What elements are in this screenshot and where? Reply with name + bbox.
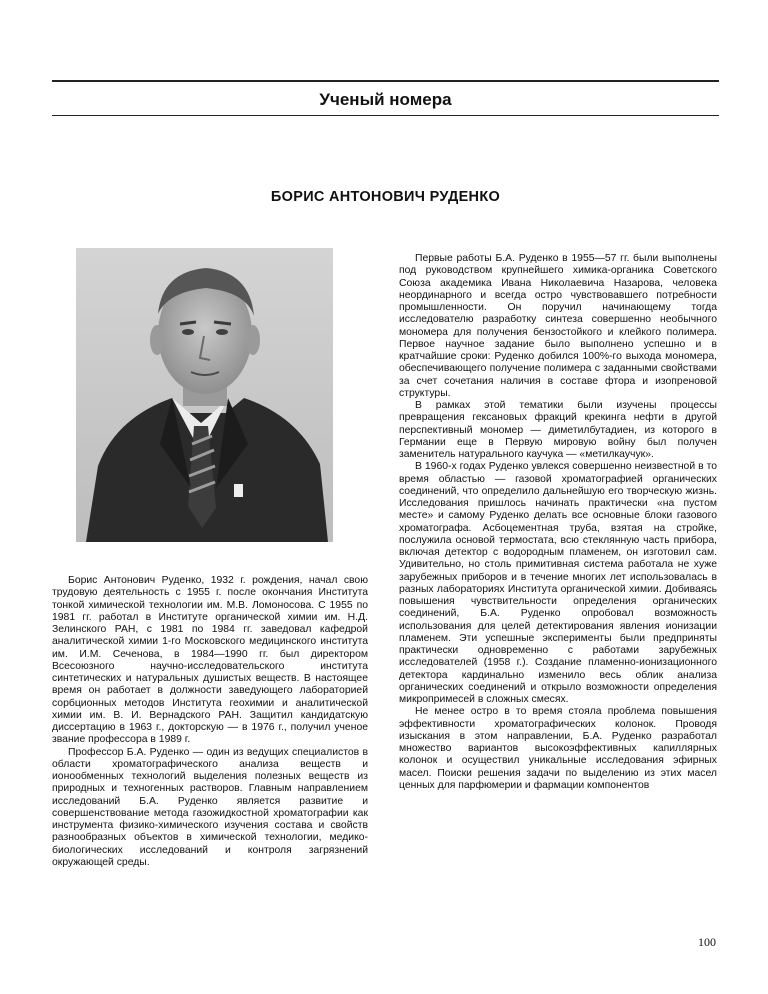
paragraph: Борис Антонович Руденко, 1932 г. рождения, начал свою трудовую деятельность с 1955 г. после окончания Института тонкой химической технологии им. М.В. Ломоносова. С 1955 по 1981 гг. работал в Институте органической химии им. Н.Д. Зелинского РАН, с 1981 по 1984 гг. заведовал кафедрой аналитической химии 1-го Московского медицинского института им. И.М. Сеченова, в 1984—1990 гг. был директором Всесоюзного научно-исследовательского института синтетических и натуральных душистых веществ. В настоящее время он работает в должности заведующего лабораторией сорбционных методов Института геохимии и аналитической химии им. В. И. Вернадского РАН. Защитил кандидатскую диссертацию в 1963 г., докторскую — в 1976 г., получил ученое звание профессора в 1989 г.: [52, 575, 368, 746]
paragraph: Профессор Б.А. Руденко — один из ведущих специалистов в области хроматографического анализа веществ и ионообменных технологий выделения полезных веществ из природных и техногенных растворов. Главным направлением исследований Б.А. Руденко является развитие и совершенствование метода газожидкостной хроматографии как инструмента физико-химического изучения состава и свойств разнообразных объектов в химической технологии, медико-биологических исследований и контроля загрязнений окружающей среды.: [52, 746, 368, 868]
top-rule: [52, 80, 719, 82]
paragraph: В рамках этой тематики были изучены процессы превращения гексановых фракций крекинга нефти в другой перспективный мономер — диметилбутадиен, из которого в Германии еще в Первую мировую войну был получен заменитель натурального каучука — «метилкаучук».: [399, 400, 717, 460]
paragraph: В 1960-х годах Руденко увлекся совершенно неизвестной в то время областью — газовой хроматографией органических соединений, что определило дальнейшую его творческую жизнь. Исследования пришлось начинать практически «на пустом месте» и самому Руденко делать все основные блоки газового хроматографа. Асбоцементная труба, взятая на стройке, послужила основой термостата, всю стеклянную часть прибора, включая детектор с водородным пламенем, он изготовил сам. Удивительно, но столь примитивная система работала не хуже зарубежных приборов и в течение многих лет использовалась в разных лабораториях Института органической химии. Добиваясь повышения чувствительности определения органических соединений, Б.А. Руденко опробовал возможность использования для целей детектирования явления ионизации пламенем. Эти успешные эксперименты были предприняты практически одновременно с работами зарубежных исследователей (1958 г.). Создание пламенно-ионизационного детектора кардинально изменило весь облик анализа органических соединений и открыло возможности определения микропримесей в сложных смесях.: [399, 461, 717, 705]
title-underline: [52, 115, 719, 116]
article-title: БОРИС АНТОНОВИЧ РУДЕНКО: [270, 189, 501, 205]
section-title: Ученый номера: [319, 90, 452, 109]
research-column: [399, 253, 717, 792]
page-number: 100: [698, 935, 716, 949]
portrait-photo: [76, 248, 333, 542]
paragraph: Первые работы Б.А. Руденко в 1955—57 гг. были выполнены под руководством крупнейшего химика-органика Советского Союза академика Ивана Николаевича Назарова, человека неординарного и всегда остро чувствовавшего потребности промышленности. Он поручил начинающему тогда исследователю разработку синтеза совершенно необычного мономера для получения бензостойкого и клейкого полимера. Первое научное задание было выполнено успешно и в кратчайшие сроки: Руденко добился 100%-го выхода мономера, обеспечивающего получение полимера с заданными свойствами за счет сочетания наличия в составе фтора и изопреновой структуры.: [399, 253, 717, 399]
paragraph: Не менее остро в то время стояла проблема повышения эффективности хроматографических колонок. Проводя изыскания в этом направлении, Б.А. Руденко разработал множество вариантов высокоэффективных капиллярных колонок и осуществил уникальные исследования эфирных масел. Поиски решения задачи по выделению из этих масел ценных для парфюмерии и фармации компонентов: [399, 706, 717, 791]
biography-column: [52, 575, 368, 869]
